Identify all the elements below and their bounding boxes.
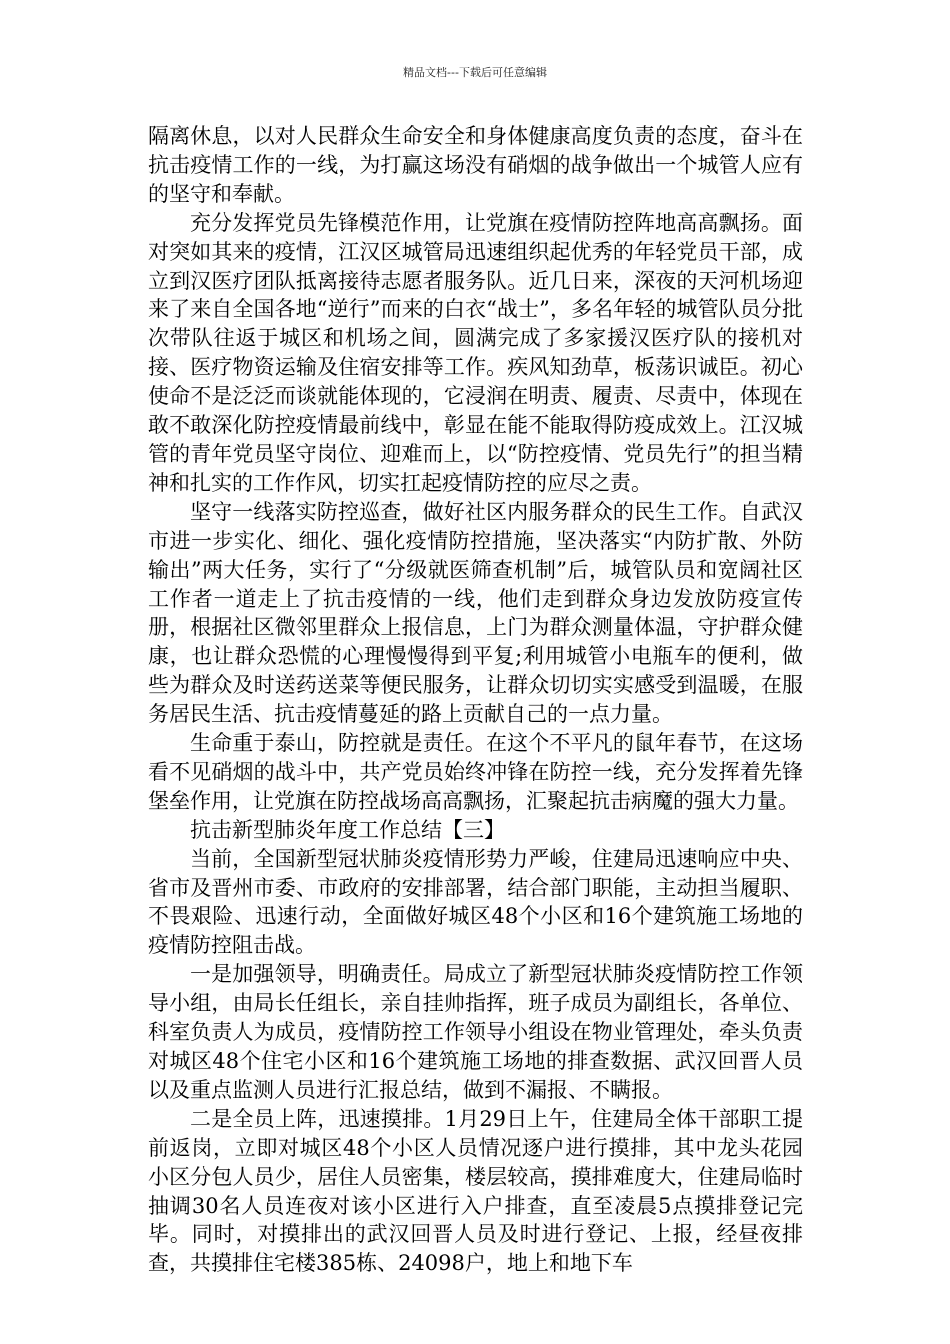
paragraph-6: 一是加强领导，明确责任。局成立了新型冠状肺炎疫情防控工作领导小组，由局长任组长，亲自挂帅指挥，班子成员为副组长，各单位、科室负责人为成员，疫情防控工作领导小组设在物业管理处，牵头负责对城区48个住宅小区和16个建筑施工场地的排查数据、武汉回晋人员以及重点监测人员进行汇报总结，做到不漏报、不瞒报。 [148, 962, 803, 1102]
paragraph-3: 坚守一线落实防控巡查，做好社区内服务群众的民生工作。自武汉市进一步实化、细化、强化疫情防控措施，坚决落实“内防扩散、外防输出”两大任务，实行了“分级就医筛查机制”后，城管队员和宽阔社区工作者一道走上了抗击疫情的一线，他们走到群众身边发放防疫宣传册，根据社区微邻里群众上报信息，上门为群众测量体温，守护群众健康，也让群众恐慌的心理慢慢得到平复;利用城管小电瓶车的便利，做些为群众及时送药送菜等便民服务，让群众切切实实感受到温暖，在服务居民生活、抗击疫情蔓延的路上贡献自己的一点力量。 [148, 499, 803, 727]
paragraph-2: 充分发挥党员先锋模范作用，让党旗在疫情防控阵地高高飘扬。面对突如其来的疫情，江汉区城管局迅速组织起优秀的年轻党员干部，成立到汉医疗团队抵离接待志愿者服务队。近几日来，深夜的天河机场迎来了来自全国各地“逆行”而来的白衣“战士”，多名年轻的城管队员分批次带队往返于城区和机场之间，圆满完成了多家援汉医疗队的接机对接、医疗物资运输及住宿安排等工作。疾风知劲草，板荡识诚臣。初心使命不是泛泛而谈就能体现的，它浸润在明责、履责、尽责中，体现在敢不敢深化防控疫情最前线中，彰显在能不能取得防疫成效上。江汉城管的青年党员坚守岗位、迎难而上，以“防控疫情、党员先行”的担当精神和扎实的工作作风，切实扛起疫情防控的应尽之责。 [148, 210, 803, 495]
paragraph-1: 隔离休息，以对人民群众生命安全和身体健康高度负责的态度，奋斗在抗击疫情工作的一线，为打赢这场没有硝烟的战争做出一个城管人应有的坚守和奉献。 [148, 124, 803, 206]
document-body [148, 122, 803, 1278]
page-header: 精品文档---下载后可任意编辑 [403, 66, 547, 79]
paragraph-4: 生命重于泰山，防控就是责任。在这个不平凡的鼠年春节，在这场看不见硝烟的战斗中，共产党员始终冲锋在防控一线，充分发挥着先锋堡垒作用，让党旗在防控战场高高飘扬，汇聚起抗击病魔的强大力量。 [148, 731, 803, 813]
section-title: 抗击新型肺炎年度工作总结【三】 [190, 817, 505, 842]
paragraph-5: 当前，全国新型冠状肺炎疫情形势力严峻，住建局迅速响应中央、省市及晋州市委、市政府的安排部署，结合部门职能，主动担当履职、不畏艰险、迅速行动，全面做好城区48个小区和16个建筑施工场地的疫情防控阻击战。 [148, 846, 803, 958]
paragraph-7: 二是全员上阵，迅速摸排。1月29日上午，住建局全体干部职工提前返岗，立即对城区48个小区人员情况逐户进行摸排，其中龙头花园小区分包人员少，居住人员密集，楼层较高，摸排难度大，住建局临时抽调30名人员连夜对该小区进行入户排查，直至凌晨5点摸排登记完毕。同时，对摸排出的武汉回晋人员及时进行登记、上报，经昼夜排查，共摸排住宅楼385栋、24098户，地上和地下车 [148, 1106, 803, 1276]
